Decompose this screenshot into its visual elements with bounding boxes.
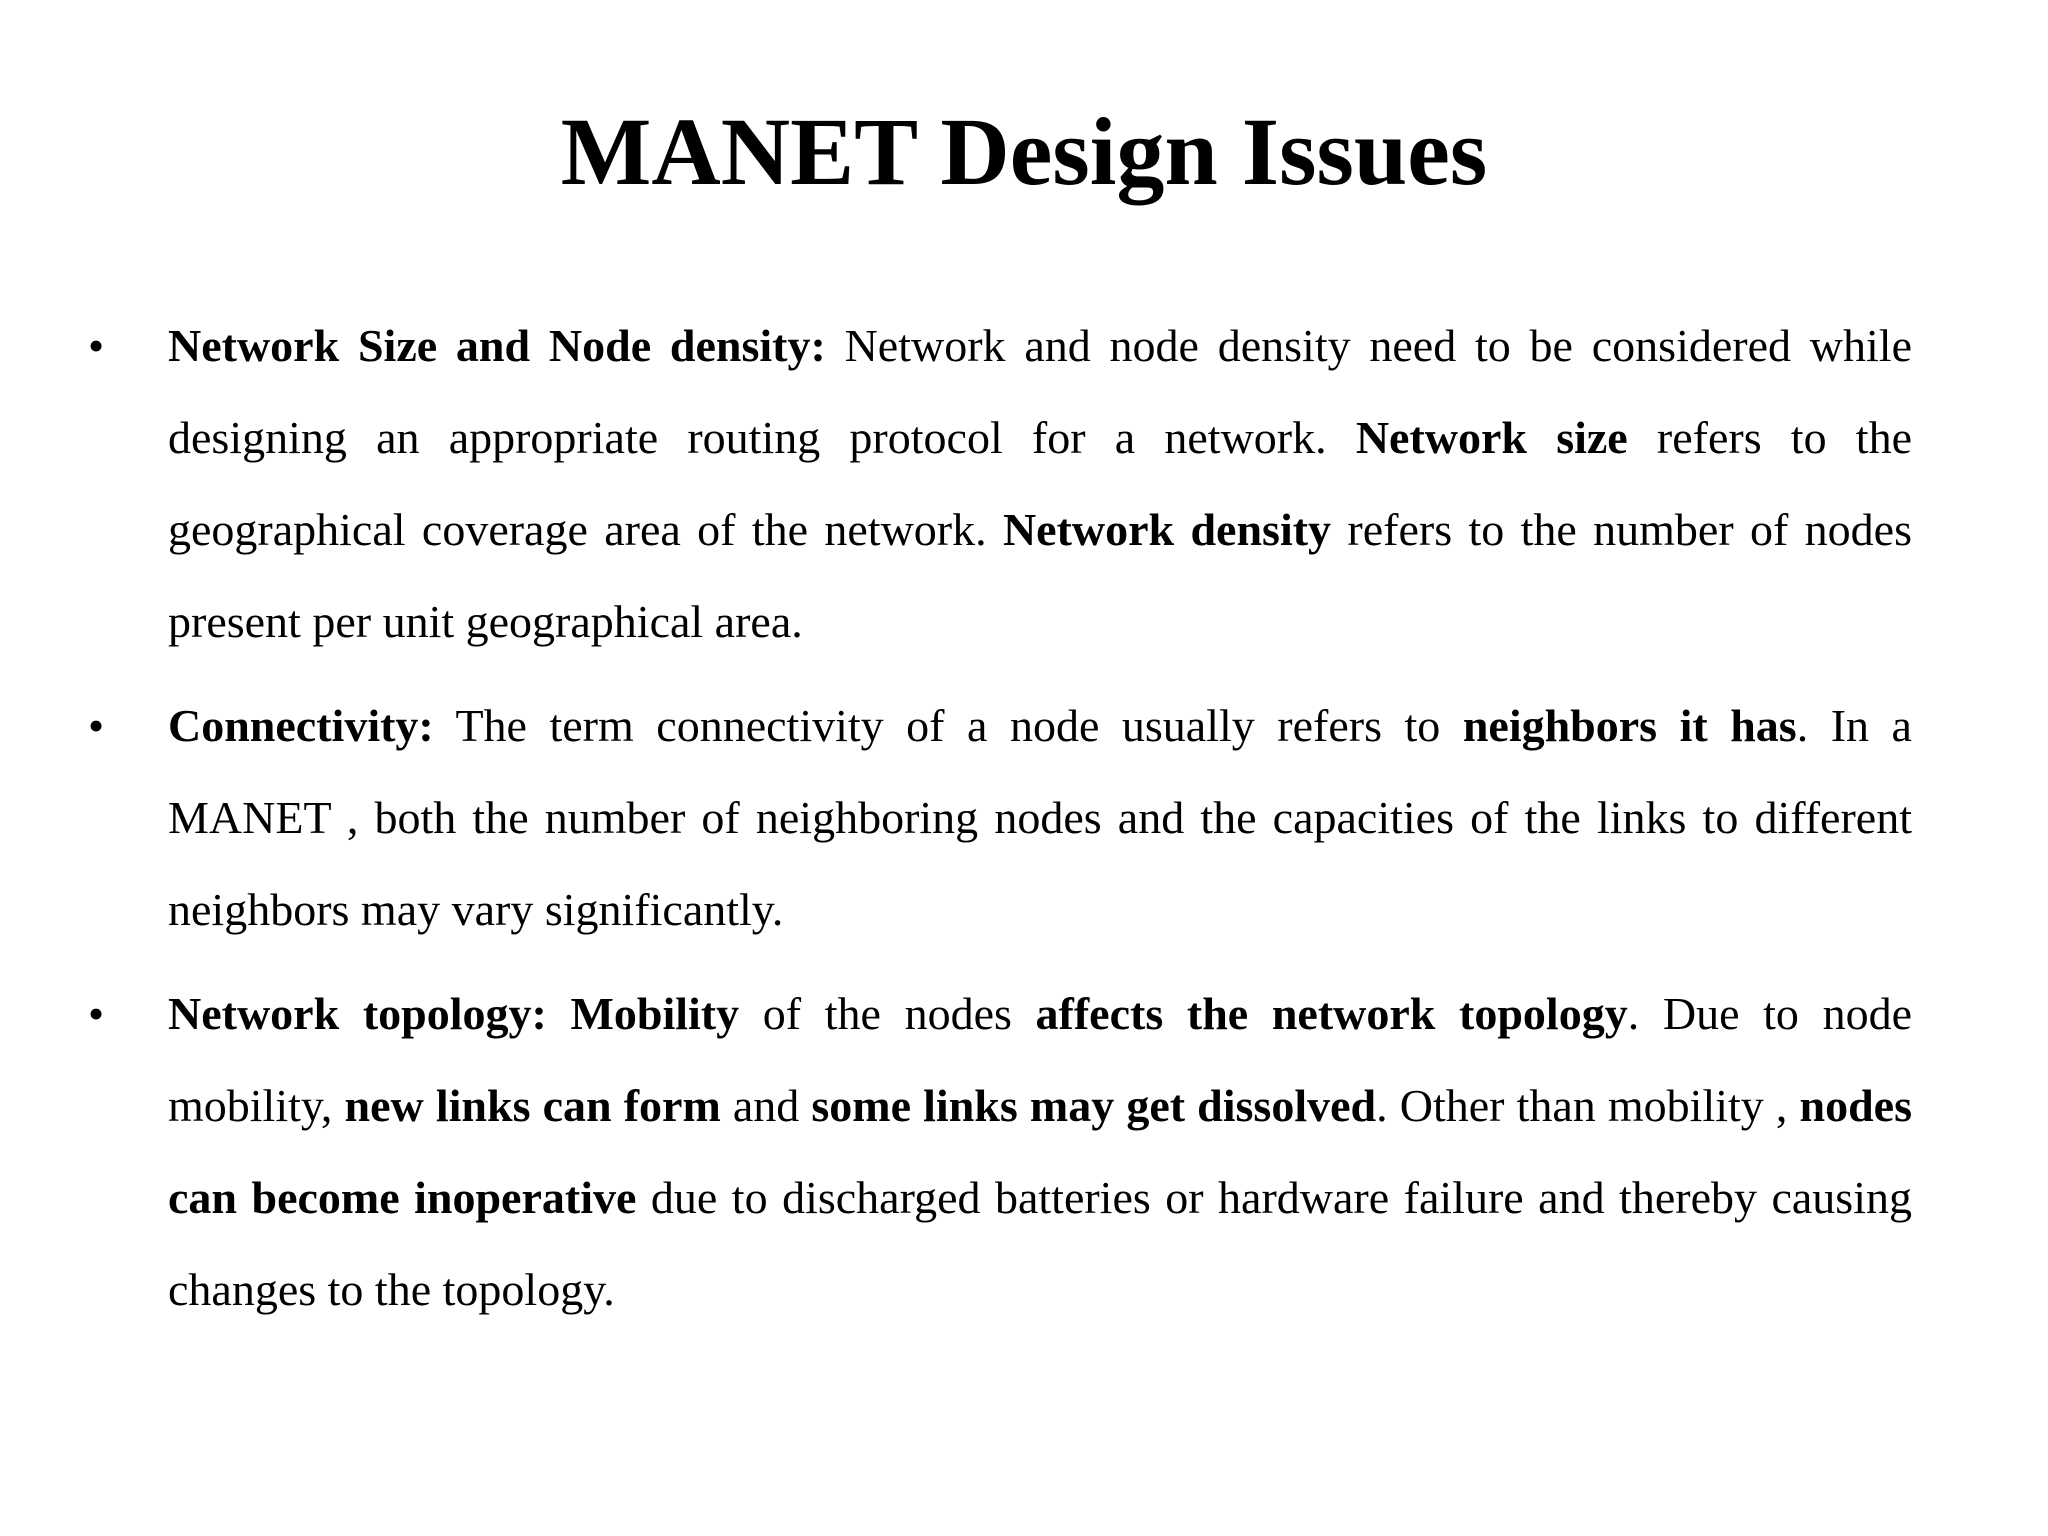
bullet-body: . Other than mobility ,	[1376, 1080, 1800, 1131]
bullet-body: . In a MANET , both the number of neighboring nodes and the capacities of the links to different neighbors may vary significantly.	[168, 700, 1912, 935]
bullet-emphasis: Network size	[1355, 412, 1628, 463]
bullet-body: refers to the number of nodes present per unit geographical area.	[168, 504, 1912, 647]
bullet-term: Network topology: Mobility	[168, 988, 740, 1039]
bullet-term: Connectivity:	[168, 700, 434, 751]
bullet-item-network-topology	[0, 968, 2048, 1336]
bullet-text	[168, 968, 1912, 1336]
bullet-body: of the nodes	[739, 988, 1036, 1039]
bullet-body: and	[720, 1080, 812, 1131]
bullet-body: refers to the geographical coverage area of the network.	[168, 412, 1912, 555]
bullet-emphasis: new links can form	[344, 1080, 721, 1131]
bullet-dot-icon: •	[88, 320, 105, 371]
bullet-dot-icon: •	[88, 988, 105, 1039]
bullet-item-connectivity	[0, 680, 2048, 956]
bullet-emphasis: affects the network topology	[1035, 988, 1628, 1039]
bullet-body: Network and node density need to be considered while designing an appropriate routing protocol for a network.	[168, 320, 1912, 463]
bullet-body: due to discharged batteries or hardware failure and thereby causing changes to the topology.	[168, 1172, 1912, 1315]
bullet-body: The term connectivity of a node usually refers to	[433, 700, 1463, 751]
slide-title: MANET Design Issues	[560, 98, 1488, 205]
bullet-emphasis: Network density	[1002, 504, 1332, 555]
bullet-list	[0, 300, 2048, 1348]
bullet-text	[168, 680, 1912, 956]
bullet-emphasis: some links may get dissolved	[811, 1080, 1377, 1131]
bullet-body: . Due to node mobility,	[168, 988, 1912, 1131]
bullet-term: Network Size and Node density:	[168, 320, 826, 371]
bullet-dot-icon: •	[88, 700, 105, 751]
bullet-text	[168, 300, 1912, 668]
bullet-emphasis: nodes can become inoperative	[168, 1080, 1912, 1223]
bullet-emphasis: neighbors it has	[1462, 700, 1797, 751]
bullet-item-network-size	[0, 300, 2048, 668]
